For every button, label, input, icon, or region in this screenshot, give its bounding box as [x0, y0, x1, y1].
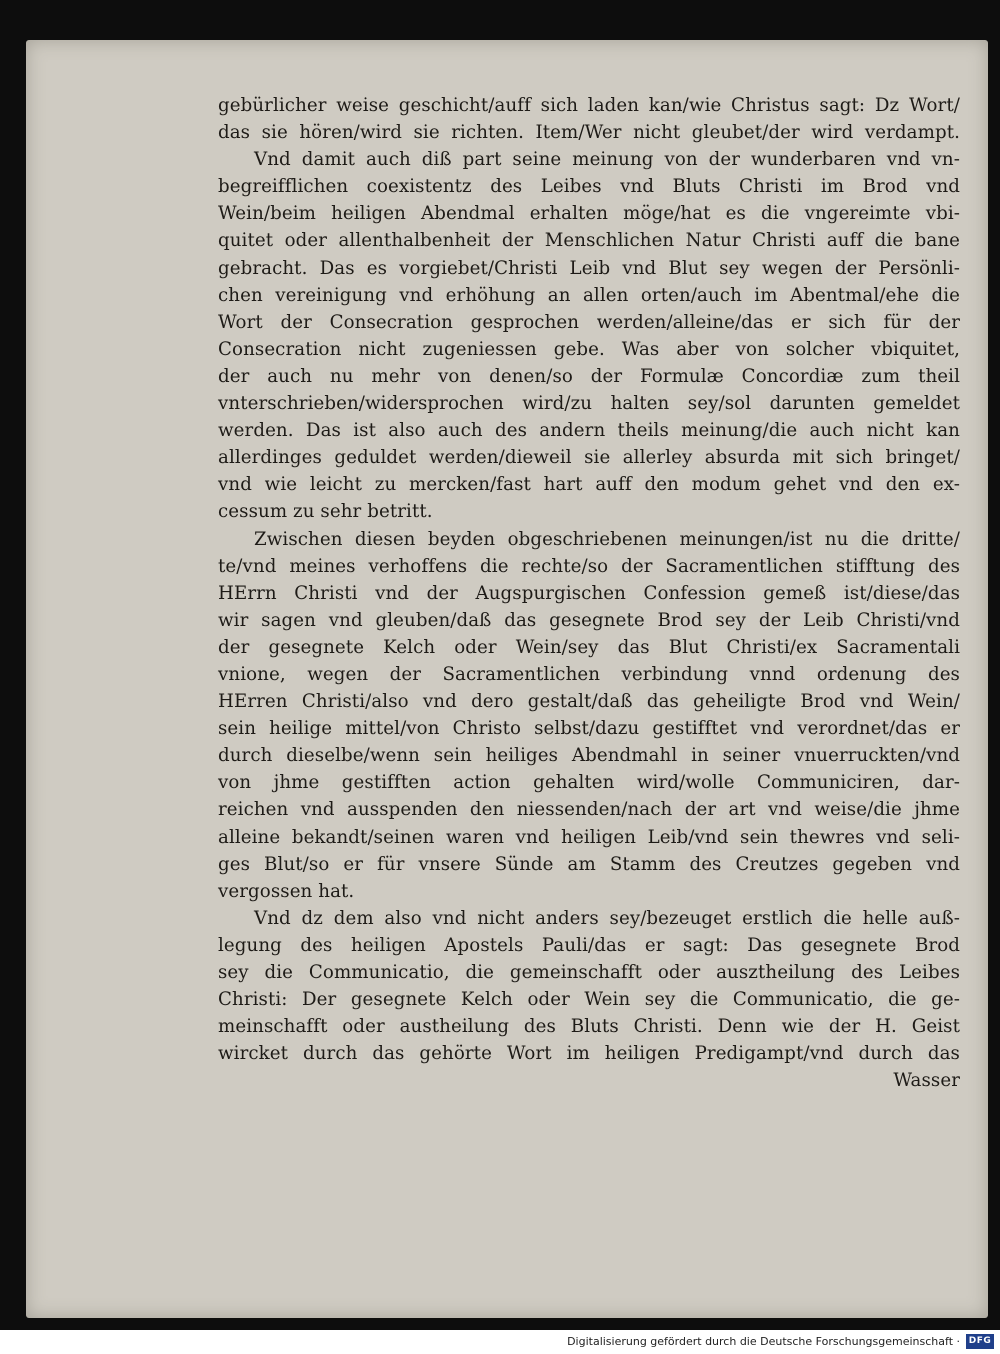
dfg-logo-icon: DFG — [966, 1334, 994, 1349]
text-line: Christi: Der gesegnete Kelch oder Wein sey die Communicatio, die ge- — [218, 989, 960, 1011]
text-line: vergossen hat. — [218, 880, 355, 902]
text-line: ges Blut/so er für vnsere Sünde am Stamm des Creutzes gegeben vnd — [218, 853, 960, 875]
text-line: cessum zu sehr betritt. — [218, 501, 433, 523]
text-line: Vnd damit auch diß part seine meinung von der wunderbaren vnd vn- — [254, 149, 960, 171]
text-line: Vnd dz dem also vnd nicht anders sey/bezeuget erstlich die helle auß- — [254, 907, 960, 929]
text-line: der auch nu mehr von denen/so der Formulæ Concordiæ zum theil — [218, 365, 960, 387]
text-line: Consecration nicht zugeniessen gebe. Was aber von solcher vbiquitet, — [218, 338, 960, 360]
text-line: te/vnd meines verhoffens die rechte/so der Sacramentlichen stifftung des — [218, 555, 960, 577]
footer-bar — [0, 1330, 1000, 1354]
text-line: legung des heiligen Apostels Pauli/das er sagt: Das gesegnete Brod — [218, 934, 960, 956]
text-line: vnterschrieben/widersprochen wird/zu halten sey/sol darunten gemeldet — [218, 393, 960, 415]
text-line: vnione, wegen der Sacramentlichen verbindung vnnd ordenung des — [218, 663, 960, 685]
text-line: der gesegnete Kelch oder Wein/sey das Blut Christi/ex Sacramentali — [218, 636, 960, 658]
text-line: das sie hören/wird sie richten. Item/Wer nicht gleubet/der wird verdampt. — [218, 122, 960, 144]
text-line: quitet oder allenthalbenheit der Menschlichen Natur Christi auff die bane — [218, 230, 960, 252]
text-line: Wort der Consecration gesprochen werden/alleine/das er sich für der — [218, 311, 960, 333]
text-line: sein heilige mittel/von Christo selbst/dazu gestifftet vnd verordnet/das er — [218, 718, 960, 740]
text-line: chen vereinigung vnd erhöhung an allen orten/auch im Abentmal/ehe die — [218, 284, 960, 306]
text-line: alleine bekandt/seinen waren vnd heiligen Leib/vnd sein thewres vnd seli- — [218, 826, 960, 848]
text-line: vnd wie leicht zu mercken/fast hart auff den modum gehet vnd den ex- — [218, 474, 960, 496]
text-line: von jhme gestifften action gehalten wird/wolle Communiciren, dar- — [218, 772, 960, 794]
text-line: gebürlicher weise geschicht/auff sich laden kan/wie Christus sagt: Dz Wort/ — [218, 95, 960, 116]
funding-credit: Digitalisierung gefördert durch die Deutsche Forschungsgemeinschaft · — [567, 1335, 960, 1348]
text-line: durch dieselbe/wenn sein heiliges Abendmahl in seiner vnuerruckten/vnd — [218, 745, 960, 767]
text-line: gebracht. Das es vorgiebet/Christi Leib vnd Blut sey wegen der Persönli- — [218, 257, 960, 279]
text-line: meinschafft oder austheilung des Bluts Christi. Denn wie der H. Geist — [218, 1016, 960, 1038]
text-line: Zwischen diesen beyden obgeschriebenen meinungen/ist nu die dritte/ — [254, 528, 960, 550]
text-line: Wasser — [893, 1070, 960, 1092]
text-line: allerdinges geduldet werden/dieweil sie allerley absurda mit sich bringet/ — [218, 447, 960, 469]
text-line: HErrn Christi vnd der Augspurgischen Confession gemeß ist/diese/das — [218, 582, 960, 604]
text-line: HErren Christi/also vnd dero gestalt/daß das geheiligte Brod vnd Wein/ — [218, 691, 960, 713]
page-text-block — [218, 92, 960, 1094]
text-line: sey die Communicatio, die gemeinschafft oder ausztheilung des Leibes — [218, 962, 960, 983]
text-line: wir sagen vnd gleuben/daß das gesegnete Brod sey der Leib Christi/vnd — [218, 609, 960, 631]
text-line: Wein/beim heiligen Abendmal erhalten möge/hat es die vngereimte vbi- — [218, 203, 960, 225]
text-line: werden. Das ist also auch des andern theils meinung/die auch nicht kan — [218, 420, 960, 442]
text-line: reichen vnd ausspenden den niessenden/nach der art vnd weise/die jhme — [218, 799, 960, 821]
text-line: wircket durch das gehörte Wort im heiligen Predigampt/vnd durch das — [218, 1043, 960, 1065]
text-line: begreifflichen coexistentz des Leibes vnd Bluts Christi im Brod vnd — [218, 176, 960, 198]
